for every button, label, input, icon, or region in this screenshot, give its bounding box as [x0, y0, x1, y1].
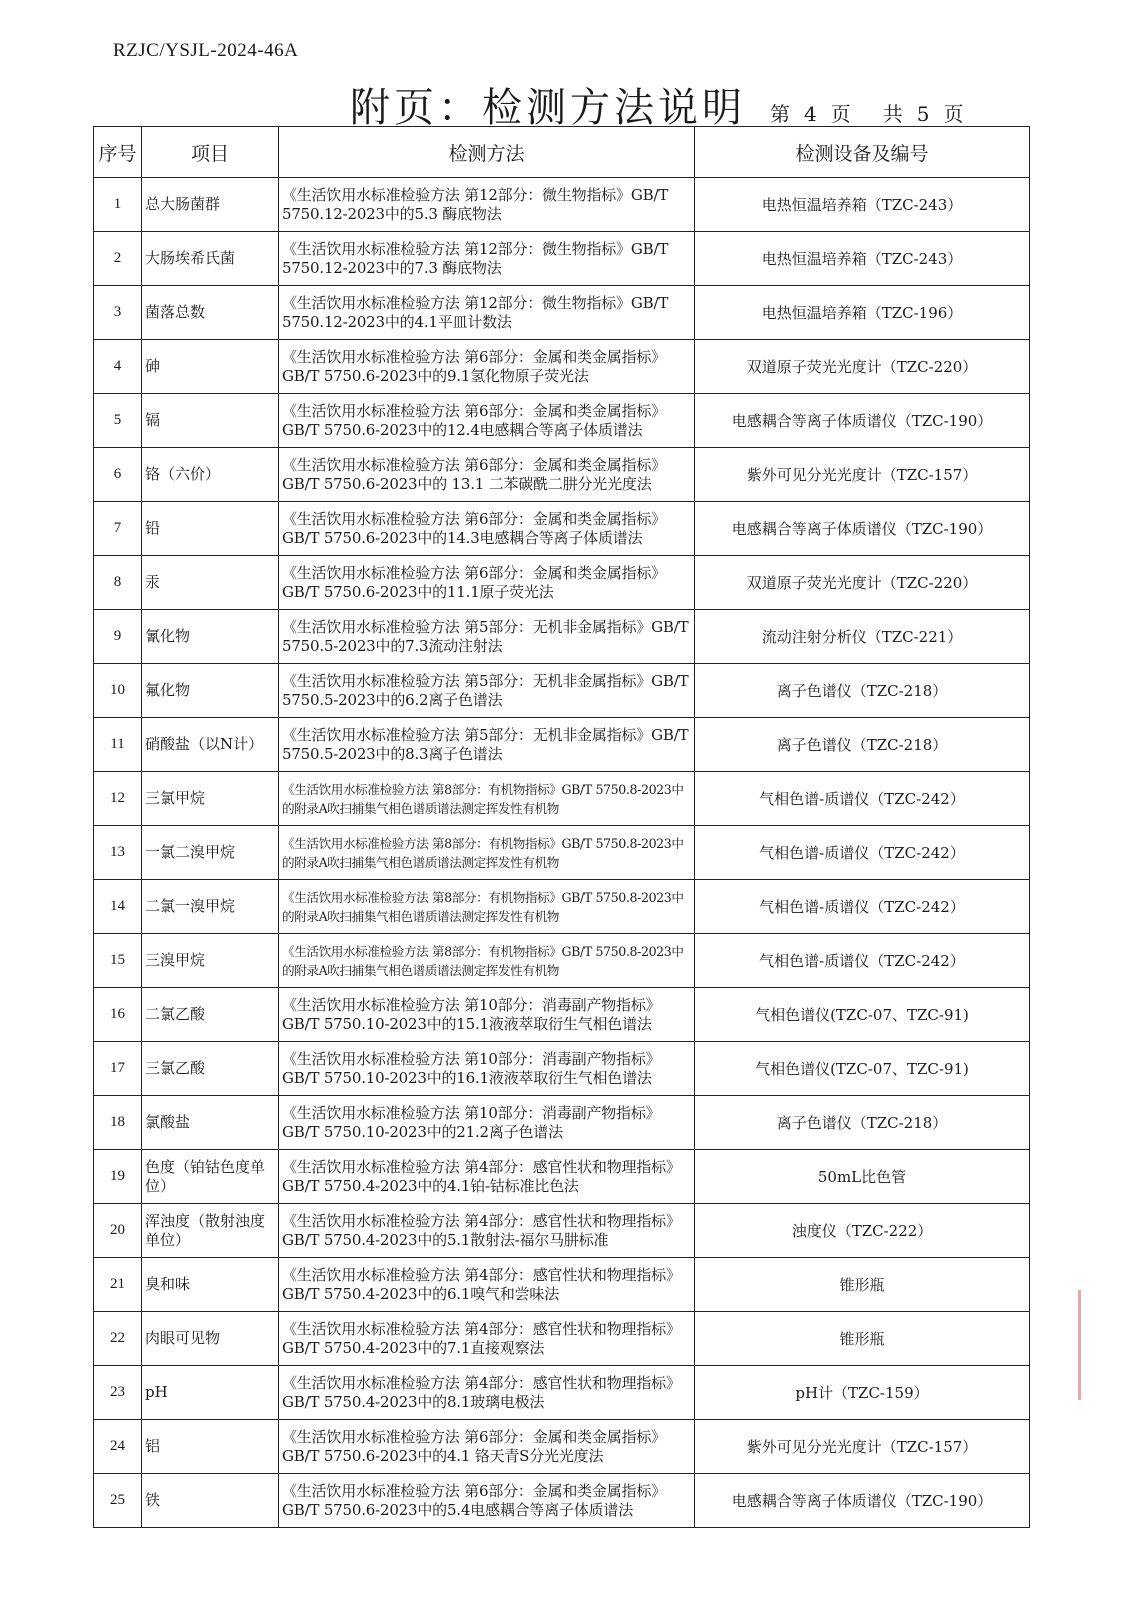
cell-method: 《生活饮用水标准检验方法 第12部分：微生物指标》GB/T 5750.12-2023中的7.3 酶底物法 [279, 232, 695, 286]
cell-equipment: 气相色谱-质谱仪（TZC-242） [695, 880, 1030, 934]
cell-method: 《生活饮用水标准检验方法 第6部分：金属和类金属指标》GB/T 5750.6-2023中的12.4电感耦合等离子体质谱法 [279, 394, 695, 448]
cell-no: 10 [94, 664, 142, 718]
cell-item: 硝酸盐（以N计） [142, 718, 279, 772]
cell-equipment: 电热恒温培养箱（TZC-243） [695, 232, 1030, 286]
cell-equipment: 浊度仪（TZC-222） [695, 1204, 1030, 1258]
cell-method: 《生活饮用水标准检验方法 第8部分：有机物指标》GB/T 5750.8-2023中的附录A吹扫捕集气相色谱质谱法测定挥发性有机物 [279, 772, 695, 826]
table-row [94, 880, 1030, 934]
cell-method: 《生活饮用水标准检验方法 第8部分：有机物指标》GB/T 5750.8-2023中的附录A吹扫捕集气相色谱质谱法测定挥发性有机物 [279, 880, 695, 934]
cell-no: 3 [94, 286, 142, 340]
cell-no: 25 [94, 1474, 142, 1528]
table-row [94, 1150, 1030, 1204]
cell-equipment: 气相色谱-质谱仪（TZC-242） [695, 826, 1030, 880]
cell-item: 铬（六价） [142, 448, 279, 502]
table-row [94, 610, 1030, 664]
cell-method: 《生活饮用水标准检验方法 第6部分：金属和类金属指标》GB/T 5750.6-2023中的9.1氢化物原子荧光法 [279, 340, 695, 394]
table-body [94, 178, 1030, 1528]
cell-item: 肉眼可见物 [142, 1312, 279, 1366]
cell-no: 8 [94, 556, 142, 610]
cell-equipment: 离子色谱仪（TZC-218） [695, 718, 1030, 772]
stamp-fragment [1078, 1290, 1111, 1400]
table-row [94, 664, 1030, 718]
cell-no: 13 [94, 826, 142, 880]
cell-method: 《生活饮用水标准检验方法 第8部分：有机物指标》GB/T 5750.8-2023中的附录A吹扫捕集气相色谱质谱法测定挥发性有机物 [279, 826, 695, 880]
cell-no: 24 [94, 1420, 142, 1474]
table-row [94, 1258, 1030, 1312]
cell-method: 《生活饮用水标准检验方法 第6部分：金属和类金属指标》GB/T 5750.6-2023中的14.3电感耦合等离子体质谱法 [279, 502, 695, 556]
cell-no: 15 [94, 934, 142, 988]
table-row [94, 286, 1030, 340]
cell-method: 《生活饮用水标准检验方法 第5部分：无机非金属指标》GB/T 5750.5-2023中的7.3流动注射法 [279, 610, 695, 664]
cell-method: 《生活饮用水标准检验方法 第4部分：感官性状和物理指标》GB/T 5750.4-2023中的5.1散射法-福尔马肼标准 [279, 1204, 695, 1258]
cell-equipment: 锥形瓶 [695, 1258, 1030, 1312]
cell-no: 22 [94, 1312, 142, 1366]
cell-method: 《生活饮用水标准检验方法 第6部分：金属和类金属指标》GB/T 5750.6-2023中的4.1 铬天青S分光光度法 [279, 1420, 695, 1474]
page-label-gong: 共 [882, 102, 903, 126]
cell-equipment: 离子色谱仪（TZC-218） [695, 1096, 1030, 1150]
cell-no: 16 [94, 988, 142, 1042]
cell-method: 《生活饮用水标准检验方法 第12部分：微生物指标》GB/T 5750.12-2023中的5.3 酶底物法 [279, 178, 695, 232]
column-header-method: 检测方法 [279, 127, 695, 178]
cell-no: 11 [94, 718, 142, 772]
cell-method: 《生活饮用水标准检验方法 第4部分：感官性状和物理指标》GB/T 5750.4-2023中的4.1铂-钴标准比色法 [279, 1150, 695, 1204]
cell-method: 《生活饮用水标准检验方法 第5部分：无机非金属指标》GB/T 5750.5-2023中的8.3离子色谱法 [279, 718, 695, 772]
table-row [94, 988, 1030, 1042]
table-row [94, 718, 1030, 772]
table-row [94, 1096, 1030, 1150]
page-total: 5 [916, 102, 930, 126]
cell-method: 《生活饮用水标准检验方法 第6部分：金属和类金属指标》GB/T 5750.6-2023中的11.1原子荧光法 [279, 556, 695, 610]
column-header-item: 项目 [142, 127, 279, 178]
cell-item: 氯酸盐 [142, 1096, 279, 1150]
cell-method: 《生活饮用水标准检验方法 第6部分：金属和类金属指标》GB/T 5750.6-2023中的5.4电感耦合等离子体质谱法 [279, 1474, 695, 1528]
cell-item: 二氯一溴甲烷 [142, 880, 279, 934]
cell-item: 三溴甲烷 [142, 934, 279, 988]
table-row [94, 394, 1030, 448]
table-row [94, 826, 1030, 880]
column-header-no: 序号 [94, 127, 142, 178]
cell-method: 《生活饮用水标准检验方法 第10部分：消毒副产物指标》GB/T 5750.10-2023中的16.1液液萃取衍生气相色谱法 [279, 1042, 695, 1096]
page-label-ye-2: 页 [943, 102, 964, 126]
cell-method: 《生活饮用水标准检验方法 第4部分：感官性状和物理指标》GB/T 5750.4-2023中的6.1嗅气和尝味法 [279, 1258, 695, 1312]
page-title: 附页：检测方法说明 [350, 85, 746, 131]
cell-no: 17 [94, 1042, 142, 1096]
cell-item: 菌落总数 [142, 286, 279, 340]
table-row [94, 1204, 1030, 1258]
table-row [94, 340, 1030, 394]
cell-no: 12 [94, 772, 142, 826]
cell-equipment: 锥形瓶 [695, 1312, 1030, 1366]
cell-no: 14 [94, 880, 142, 934]
cell-item: 氟化物 [142, 664, 279, 718]
cell-no: 7 [94, 502, 142, 556]
cell-item: 色度（铂钴色度单位） [142, 1150, 279, 1204]
cell-item: 镉 [142, 394, 279, 448]
methods-table [93, 126, 1030, 1528]
cell-no: 23 [94, 1366, 142, 1420]
cell-equipment: pH计（TZC-159） [695, 1366, 1030, 1420]
cell-item: 大肠埃希氏菌 [142, 232, 279, 286]
cell-method: 《生活饮用水标准检验方法 第4部分：感官性状和物理指标》GB/T 5750.4-2023中的8.1玻璃电极法 [279, 1366, 695, 1420]
table-row [94, 772, 1030, 826]
table-row [94, 178, 1030, 232]
cell-item: pH [142, 1366, 279, 1420]
cell-equipment: 电感耦合等离子体质谱仪（TZC-190） [695, 394, 1030, 448]
table-row [94, 502, 1030, 556]
cell-equipment: 气相色谱仪(TZC-07、TZC-91) [695, 988, 1030, 1042]
document-code: RZJC/YSJL-2024-46A [113, 40, 299, 61]
cell-equipment: 紫外可见分光光度计（TZC-157） [695, 448, 1030, 502]
cell-no: 18 [94, 1096, 142, 1150]
cell-equipment: 气相色谱-质谱仪（TZC-242） [695, 934, 1030, 988]
cell-equipment: 紫外可见分光光度计（TZC-157） [695, 1420, 1030, 1474]
table-row [94, 1366, 1030, 1420]
cell-no: 9 [94, 610, 142, 664]
table-row [94, 448, 1030, 502]
table-row [94, 1042, 1030, 1096]
cell-item: 总大肠菌群 [142, 178, 279, 232]
cell-equipment: 气相色谱仪(TZC-07、TZC-91) [695, 1042, 1030, 1096]
cell-no: 5 [94, 394, 142, 448]
cell-item: 铝 [142, 1420, 279, 1474]
cell-item: 铁 [142, 1474, 279, 1528]
cell-equipment: 50mL比色管 [695, 1150, 1030, 1204]
cell-no: 19 [94, 1150, 142, 1204]
cell-no: 6 [94, 448, 142, 502]
cell-method: 《生活饮用水标准检验方法 第8部分：有机物指标》GB/T 5750.8-2023中的附录A吹扫捕集气相色谱质谱法测定挥发性有机物 [279, 934, 695, 988]
cell-equipment: 电热恒温培养箱（TZC-196） [695, 286, 1030, 340]
cell-equipment: 电感耦合等离子体质谱仪（TZC-190） [695, 502, 1030, 556]
cell-method: 《生活饮用水标准检验方法 第12部分：微生物指标》GB/T 5750.12-2023中的4.1平皿计数法 [279, 286, 695, 340]
cell-no: 1 [94, 178, 142, 232]
table-row [94, 1474, 1030, 1528]
cell-method: 《生活饮用水标准检验方法 第6部分：金属和类金属指标》GB/T 5750.6-2023中的 13.1 二苯碳酰二肼分光光度法 [279, 448, 695, 502]
cell-item: 汞 [142, 556, 279, 610]
cell-method: 《生活饮用水标准检验方法 第10部分：消毒副产物指标》GB/T 5750.10-2023中的15.1液液萃取衍生气相色谱法 [279, 988, 695, 1042]
cell-item: 臭和味 [142, 1258, 279, 1312]
cell-equipment: 流动注射分析仪（TZC-221） [695, 610, 1030, 664]
column-header-equipment: 检测设备及编号 [695, 127, 1030, 178]
cell-item: 三氯甲烷 [142, 772, 279, 826]
cell-item: 浑浊度（散射浊度单位） [142, 1204, 279, 1258]
page-label-ye: 页 [830, 102, 851, 126]
cell-equipment: 双道原子荧光光度计（TZC-220） [695, 340, 1030, 394]
cell-method: 《生活饮用水标准检验方法 第10部分：消毒副产物指标》GB/T 5750.10-2023中的21.2离子色谱法 [279, 1096, 695, 1150]
cell-equipment: 离子色谱仪（TZC-218） [695, 664, 1030, 718]
table-row [94, 1312, 1030, 1366]
cell-equipment: 气相色谱-质谱仪（TZC-242） [695, 772, 1030, 826]
cell-method: 《生活饮用水标准检验方法 第5部分：无机非金属指标》GB/T 5750.5-2023中的6.2离子色谱法 [279, 664, 695, 718]
cell-item: 铅 [142, 502, 279, 556]
table-row [94, 556, 1030, 610]
table-row [94, 232, 1030, 286]
cell-no: 20 [94, 1204, 142, 1258]
cell-item: 三氯乙酸 [142, 1042, 279, 1096]
cell-no: 21 [94, 1258, 142, 1312]
cell-equipment: 电热恒温培养箱（TZC-243） [695, 178, 1030, 232]
cell-no: 4 [94, 340, 142, 394]
page-number [770, 98, 963, 127]
cell-item: 一氯二溴甲烷 [142, 826, 279, 880]
table-header-row [94, 127, 1030, 178]
page-current: 4 [804, 102, 817, 126]
table-row [94, 934, 1030, 988]
page-label-di: 第 [770, 102, 790, 126]
cell-item: 二氯乙酸 [142, 988, 279, 1042]
cell-equipment: 双道原子荧光光度计（TZC-220） [695, 556, 1030, 610]
table-row [94, 1420, 1030, 1474]
cell-equipment: 电感耦合等离子体质谱仪（TZC-190） [695, 1474, 1030, 1528]
cell-item: 砷 [142, 340, 279, 394]
cell-no: 2 [94, 232, 142, 286]
cell-item: 氰化物 [142, 610, 279, 664]
cell-method: 《生活饮用水标准检验方法 第4部分：感官性状和物理指标》GB/T 5750.4-2023中的7.1直接观察法 [279, 1312, 695, 1366]
